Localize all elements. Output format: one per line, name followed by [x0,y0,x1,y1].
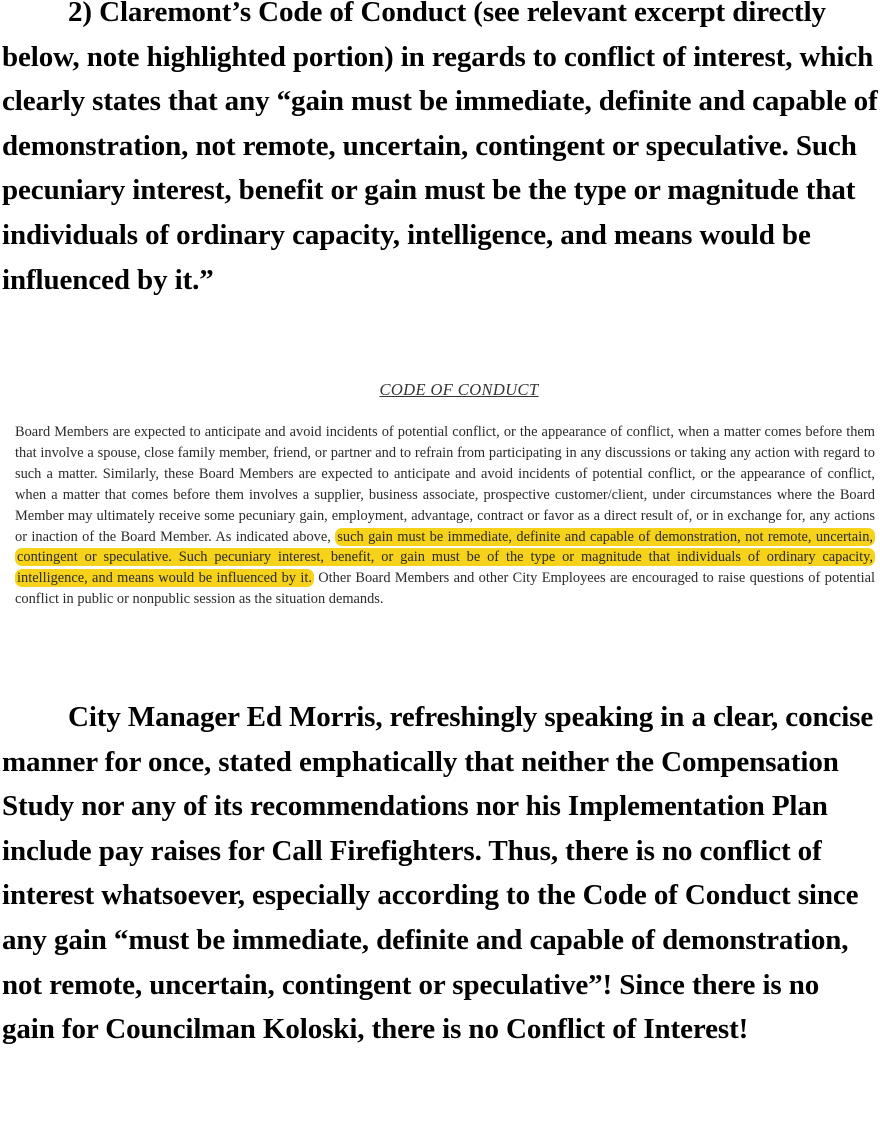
excerpt-title: CODE OF CONDUCT [379,380,539,399]
excerpt-text-before-highlight: Board Members are expected to anticipate and avoid incidents of potential conflict, or the appearance of conflict, when a matter comes before them that involve a spouse, close family member, friend, or partner and to refrain from participating in any discussions or taking any action with regard to such a matter. Similarly, these Board Members are expected to anticipate and avoid incidents of potential conflict, or the appearance of conflict, when a matter that comes before them involves a supplier, business associate, prospective customer/client, under circumstances where the Board Member may ultimately receive some pecuniary gain, employment, advantage, contract or favor as a direct result of, or in exchange for, any actions or inaction of the Board Member. As indicated above, [15,424,875,545]
closing-paragraph: City Manager Ed Morris, refreshingly speaking in a clear, concise manner for once, stated emphatically that neither the Compensation Study nor any of its recommendations nor his Implementation Plan include pay raises for Call Firefighters. Thus, there is no conflict of interest whatsoever, especially according to the Code of Conduct since any gain “must be immediate, definite and capable of demonstration, not remote, uncertain, contingent or speculative”! Since there is no gain for Councilman Koloski, there is no Conflict of Interest! [2,701,874,1046]
intro-paragraph: 2) Claremont’s Code of Conduct (see relevant excerpt directly below, note highlighted portion) in regards to conflict of interest, which clearly states that any “gain must be immediate, definite and capable of demonstration, not remote, uncertain, contingent or speculative. Such pecuniary interest, benefit or gain must be the type or magnitude that individuals of ordinary capacity, intelligence, and means would be influenced by it.” [2,0,878,296]
code-of-conduct-excerpt [15,380,875,610]
excerpt-text-after-highlight: Other Board Members and other City Employees are encouraged to raise questions of potential conflict in public or nonpublic session as the situation demands. [15,570,875,608]
excerpt-highlighted-text: such gain must be immediate, definite and capable of demonstration, not remote, uncertain, contingent or speculative. Such pecuniary interest, benefit, or gain must be of the type or magnitude that individuals of ordinary capacity, intelligence, and means would be influenced by it. [17,528,873,587]
excerpt-body [15,422,875,610]
